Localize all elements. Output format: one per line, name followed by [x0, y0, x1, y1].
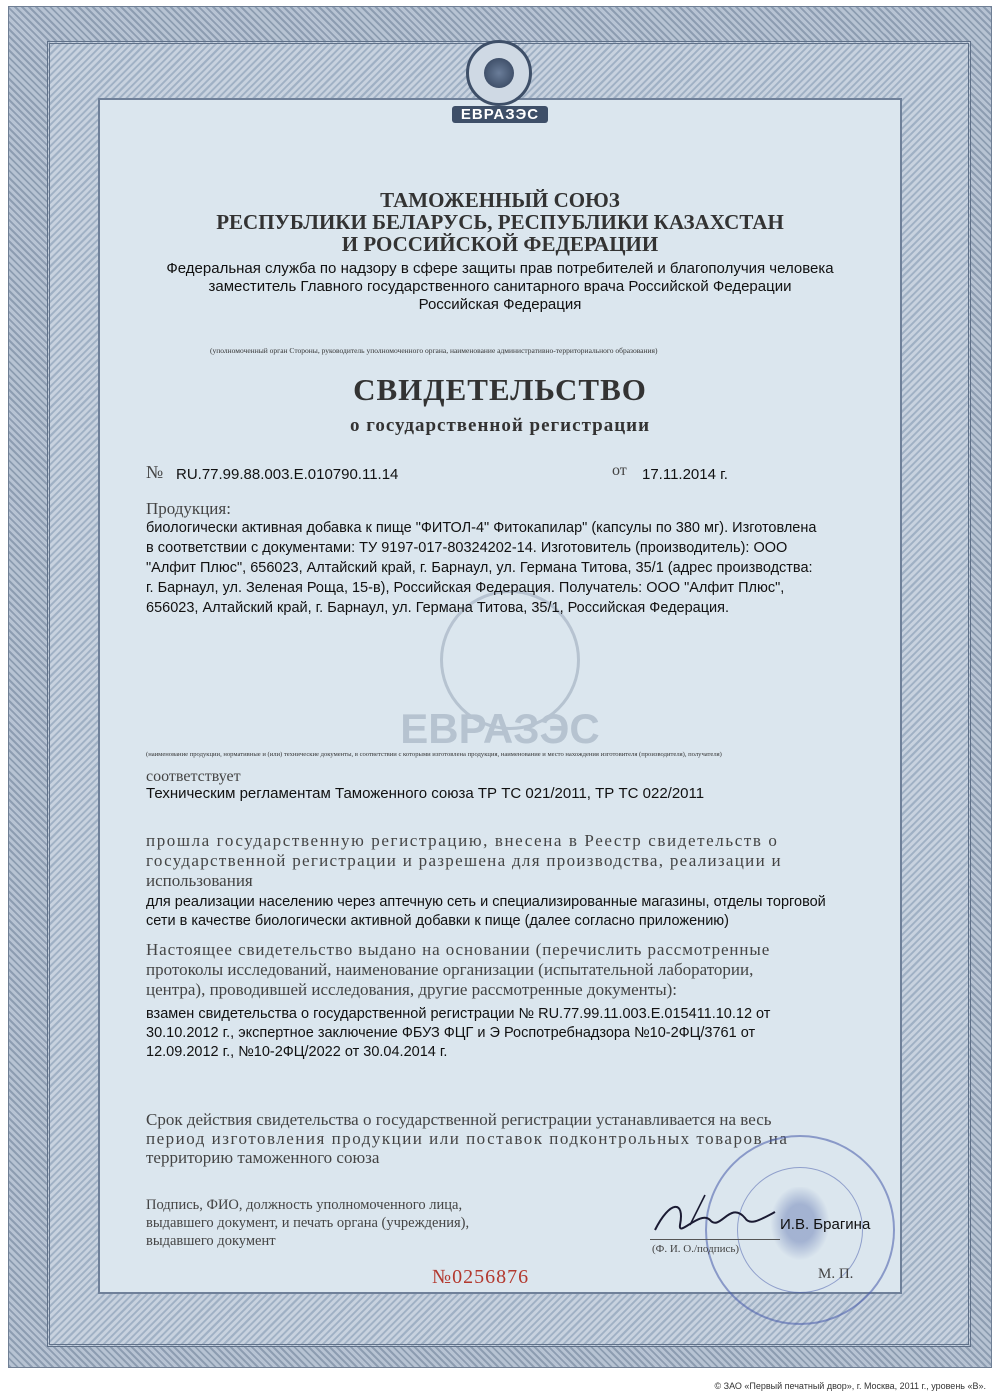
conformity-label: соответствует: [146, 768, 241, 785]
product-caption: (наименование продукции, нормативные и (или) технические документы, в соответствии с которыми изготовлена продукция, наименование и место нахождения изготовителя (производителя), получателя): [146, 751, 722, 758]
basis-value-line: 12.09.2012 г., №10-2ФЦ/2022 от 30.04.2014 г.: [146, 1044, 448, 1060]
conformity-text: Техническим регламентам Таможенного союза ТР ТС 021/2011, ТР ТС 022/2011: [146, 785, 705, 802]
signature-label: [146, 1196, 586, 1250]
signature-icon: [650, 1190, 780, 1250]
validity-line: Срок действия свидетельства о государственной регистрации устанавливается на весь: [146, 1110, 772, 1129]
signature-label-line: выдавшего документ: [146, 1233, 276, 1249]
usage-line: сети в качестве биологически активной добавки к пище (далее согласно приложению): [146, 913, 729, 929]
signature-caption: (Ф. И. О./подпись): [652, 1243, 740, 1255]
product-line: в соответствии с документами: ТУ 9197-017-80324202-14. Изготовитель (производитель): ООО: [146, 540, 788, 556]
usage-line: для реализации населению через аптечную сеть и специализированные магазины, отделы торговой: [146, 894, 826, 910]
document-title: СВИДЕТЕЛЬСТВО: [353, 372, 647, 407]
signature-label-line: выдавшего документ, и печать органа (учреждения),: [146, 1215, 470, 1231]
emblem-text: ЕВРАЗЭС: [452, 106, 548, 123]
document-subtitle: о государственной регистрации: [349, 415, 651, 436]
signatory-name: И.В. Брагина: [780, 1216, 871, 1233]
product-label: Продукция:: [146, 499, 231, 518]
reg-date-label: от: [612, 462, 627, 479]
authority-line-1: Федеральная служба по надзору в сфере защиты прав потребителей и благополучия человека: [166, 260, 834, 277]
product-line: г. Барнаул, ул. Зеленая Роща, 15-в), Российская Федерация. Получатель: ООО "Алфит Плюс",: [146, 580, 785, 596]
passed-line: государственной регистрации и разрешена для производства, реализации и: [146, 851, 782, 870]
evrazes-emblem-icon: [452, 40, 548, 132]
authority-line-3: Российская Федерация: [418, 296, 582, 313]
basis-line: центра), проводившей исследования, другие рассмотренные документы):: [146, 980, 678, 999]
header-line-3: И РОССИЙСКОЙ ФЕДЕРАЦИИ: [341, 232, 659, 256]
header-line-1: ТАМОЖЕННЫЙ СОЮЗ: [380, 188, 620, 212]
authority-line-2: заместитель Главного государственного санитарного врача Российской Федерации: [208, 278, 792, 295]
basis-statement: [146, 940, 906, 1000]
basis-documents: [146, 1005, 906, 1062]
basis-line: Настоящее свидетельство выдано на основании (перечислить рассмотренные: [146, 940, 771, 959]
basis-line: протоколы исследований, наименование организации (испытательной лаборатории,: [146, 960, 754, 979]
basis-value-line: взамен свидетельства о государственной регистрации № RU.77.99.11.003.Е.015411.10.12 от: [146, 1006, 771, 1022]
product-line: биологически активная добавка к пище "ФИТОЛ-4" Фитокапилар" (капсулы по 380 мг). Изготовлена: [146, 520, 817, 536]
product-description: [146, 518, 906, 618]
validity-line: период изготовления продукции или поставок подконтрольных товаров на: [146, 1129, 789, 1148]
header-line-2: РЕСПУБЛИКИ БЕЛАРУСЬ, РЕСПУБЛИКИ КАЗАХСТАН: [216, 210, 784, 234]
usage-text: [146, 893, 906, 931]
authority-caption: (уполномоченный орган Стороны, руководитель уполномоченного органа, наименование административно-территориального образования): [210, 346, 658, 355]
stamp-place-label: М. П.: [818, 1266, 854, 1282]
passed-line: прошла государственную регистрацию, внесена в Реестр свидетельств о: [146, 831, 779, 850]
serial-number: №0256876: [432, 1266, 530, 1288]
passed-line: использования: [146, 871, 253, 890]
basis-value-line: 30.10.2012 г., экспертное заключение ФБУЗ ФЦГ и Э Роспотребнадзора №10-2ФЦ/3761 от: [146, 1025, 756, 1041]
reg-date: 17.11.2014 г.: [642, 466, 728, 483]
passed-statement: [146, 831, 906, 891]
signature-label-line: Подпись, ФИО, должность уполномоченного лица,: [146, 1197, 463, 1213]
validity-line: территорию таможенного союза: [146, 1148, 380, 1167]
product-line: "Алфит Плюс", 656023, Алтайский край, г. Барнаул, ул. Германа Титова, 35/1 (адрес производства:: [146, 560, 813, 576]
signature-line: [650, 1239, 780, 1240]
printer-note: © ЗАО «Первый печатный двор», г. Москва, 2011 г., уровень «В».: [714, 1381, 986, 1391]
emblem-core: [484, 58, 514, 88]
product-line: 656023, Алтайский край, г. Барнаул, ул. Германа Титова, 35/1, Российская Федерация.: [146, 600, 730, 616]
reg-number-label: №: [146, 462, 164, 482]
reg-number: RU.77.99.88.003.Е.010790.11.14: [176, 466, 399, 483]
watermark-text: ЕВРАЗЭС: [400, 705, 600, 752]
